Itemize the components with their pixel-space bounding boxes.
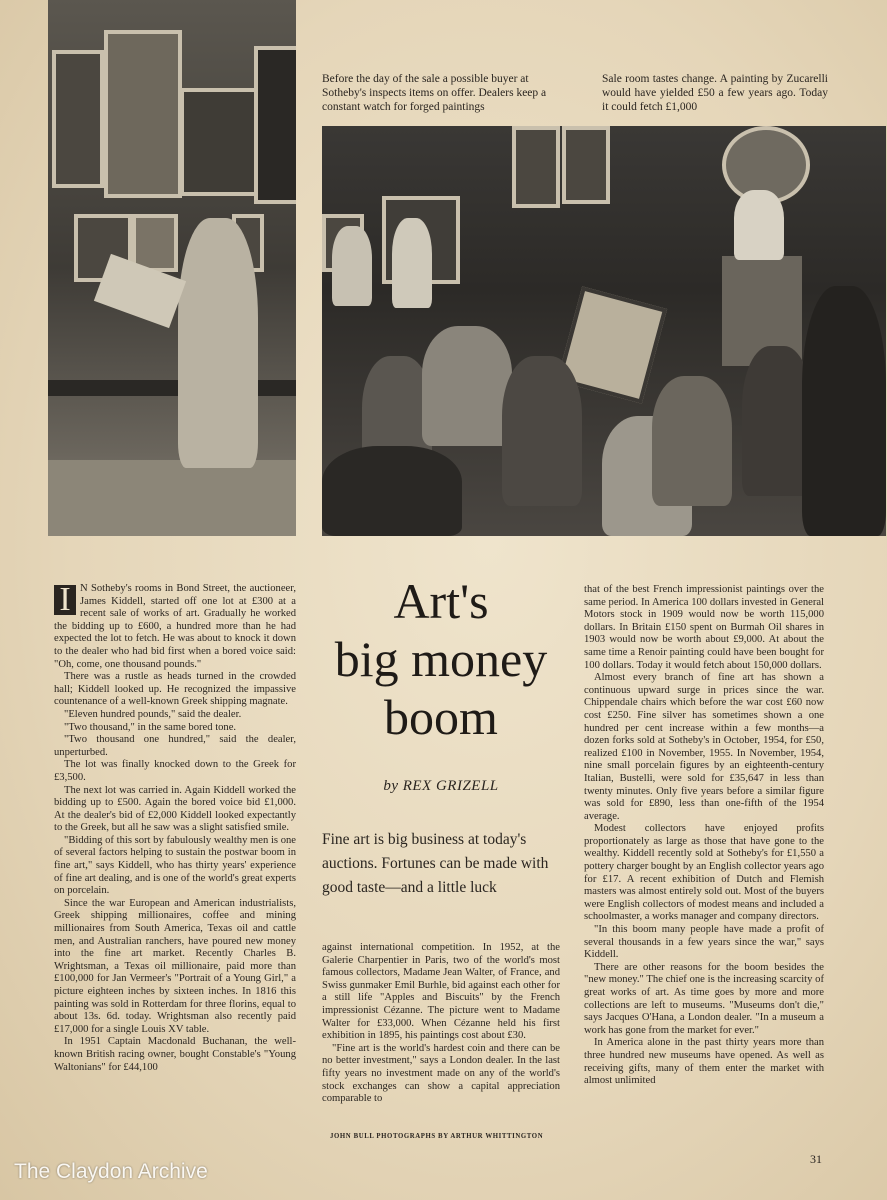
article-column-right — [584, 584, 824, 1088]
caption-left: Before the day of the sale a possible buyer at Sotheby's inspects items on offer. Dealers keep a constant watch for forged paintings — [322, 73, 547, 113]
caption-right: Sale room tastes change. A painting by Zucarelli would have yielded £50 a few years ago. Today it could fetch £1,000 — [602, 73, 828, 113]
paragraph-intro: I N Sotheby's rooms in Bond Street, the auctioneer, James Kiddell, started off one lot at £300 at a recent sale of works of art. Gradually he worked the bidding up to £600, a hundred more than he had expected the lot to fetch. He was about to knock it down to the dealer who had bid first when a bored voice said: "Oh, come, one thousand pounds." — [54, 581, 296, 670]
photo-credit: JOHN BULL PHOTOGRAPHS BY ARTHUR WHITTINGTON — [330, 1133, 544, 1140]
paragraph: "Fine art is the world's hardest coin and there can be no better investment," says a London dealer. In the last fifty years no investment made on any of the world's stock exchanges can show a capital appreciation comparable to — [322, 1042, 560, 1105]
article-column-center — [322, 942, 560, 1106]
paragraph: Modest collectors have enjoyed profits proportionately as large as those that have gone to the wealthy. Kiddell recently sold at Sotheby's for £1,550 a pottery charger bought by an English collector years ago for £17. A recent exhibition of Dutch and Flemish masters was almost entirely sold out. Most of the buyers were English collectors of modest means and included a schoolmaster, a works manager and company directors. — [584, 823, 824, 923]
drop-cap: I — [54, 585, 76, 615]
paragraph: There was a rustle as heads turned in the crowded hall; Kiddell looked up. He recognized the impassive countenance of a well-known Greek shipping magnate. — [54, 671, 296, 708]
paragraph: "Two thousand," in the same bored tone. — [64, 721, 237, 733]
headline-line: boom — [384, 689, 498, 745]
headline-line: Art's — [393, 573, 489, 629]
standfirst: Fine art is big business at today's auctions. Fortunes can be made with good taste—and a little luck — [322, 831, 549, 896]
paragraph: In America alone in the past thirty years more than three hundred new museums have opened. As well as receiving gifts, many of them enter the market with almost unlimited — [584, 1037, 824, 1087]
paragraph: "In this boom many people have made a profit of several thousands in a few years since the war," says Kiddell. — [584, 924, 824, 961]
page-number: 31 — [810, 1152, 822, 1166]
paragraph: Almost every branch of fine art has shown a continuous upward surge in prices since the war. Chippendale chairs which before the war cost £60 now cost £250. Fine silver has sometimes shown a one hundred per cent increase within a few months—a dozen forks sold at Sotheby's in October, 1954, for £50, realized £100 in November, 1955. In November, 1954, nine small porcelain figures by an eighteenth-century Italian, Bustelli, were sold for £35,647 in less than twenty minutes. Only five years before a similar figure was sold for £890, less than one-fifth of the 1954 average. — [584, 672, 824, 822]
byline: by REX GRIZELL — [383, 778, 499, 794]
paragraph: that of the best French impressionist paintings over the same period. In America 100 dollars invested in General Motors stock in 1909 would now be worth 115,000 dollars. In Britain £150 spent on Burmah Oil shares in 1903 would now be worth about £9,000. At about the same time a Renoir painting could have been bought for 100 dollars. Today it would fetch about 150,000 dollars. — [584, 584, 824, 671]
paragraph: "Two thousand one hundred," said the dealer, unperturbed. — [54, 734, 296, 758]
paragraph: against international competition. In 1952, at the Galerie Charpentier in Paris, two of the world's most famous collectors, Madame Jean Walter, of France, and Swiss gunmaker Emil Burhle, bid against each other for a still life "Apples and Biscuits" by the French impressionist Cézanne. The picture went to Madame Walter for £33,000. When Cézanne held his first exhibition in 1895, his paintings cost about £30. — [322, 942, 560, 1042]
paragraph: In 1951 Captain Macdonald Buchanan, the well-known British racing owner, bought Constable's "Young Waltonians" for £44,100 — [54, 1036, 296, 1073]
headline-line: big money — [334, 631, 548, 687]
paragraph: The lot was finally knocked down to the Greek for £3,500. — [54, 759, 296, 783]
photo-buyer-inspecting — [48, 0, 296, 536]
photo-auction-room — [322, 126, 886, 536]
headline — [316, 572, 566, 746]
paragraph: The next lot was carried in. Again Kiddell worked the bidding up to £500. Again the bored voice bid £1,000. At the dealer's bid of £2,000 Kiddell looked expectantly to the Greek, but all he saw was a slight satisfied smile. — [54, 784, 296, 834]
paragraph: "Bidding of this sort by fabulously wealthy men is one of several factors helping to sustain the postwar boom in fine art," says Kiddell, who has thirty years' experience of fine art dealing, and is one of the world's great experts on porcelain. — [54, 834, 296, 897]
paragraph: "Eleven hundred pounds," said the dealer. — [64, 708, 242, 720]
watermark: The Claydon Archive — [14, 1160, 208, 1183]
article-column-left — [54, 583, 296, 1074]
paragraph: There are other reasons for the boom besides the "new money." The chief one is the increasing scarcity of great works of art. As time goes by more and more collections are left to museums. "Museums don't die," says Jacques O'Hana, a London dealer. "In a museum a work has gone from the market for ever." — [584, 961, 824, 1036]
paragraph: Since the war European and American industrialists, Greek shipping millionaires, coffee and mining millionaires from South America, Texas oil and cattle men, and Australian ranchers, have poured new money into the fine art market. Recently Charles B. Wrightsman, a Texas oil millionaire, paid more than £100,000 for Jan Vermeer's "Portrait of a Young Girl," a picture eighteen inches by sixteen inches. In 1816 this painting was sold in Rotterdam for three florins, equal to about 13s. 6d. today. Wrightsman also recently paid £17,000 for a single Louis XV table. — [54, 897, 296, 1035]
